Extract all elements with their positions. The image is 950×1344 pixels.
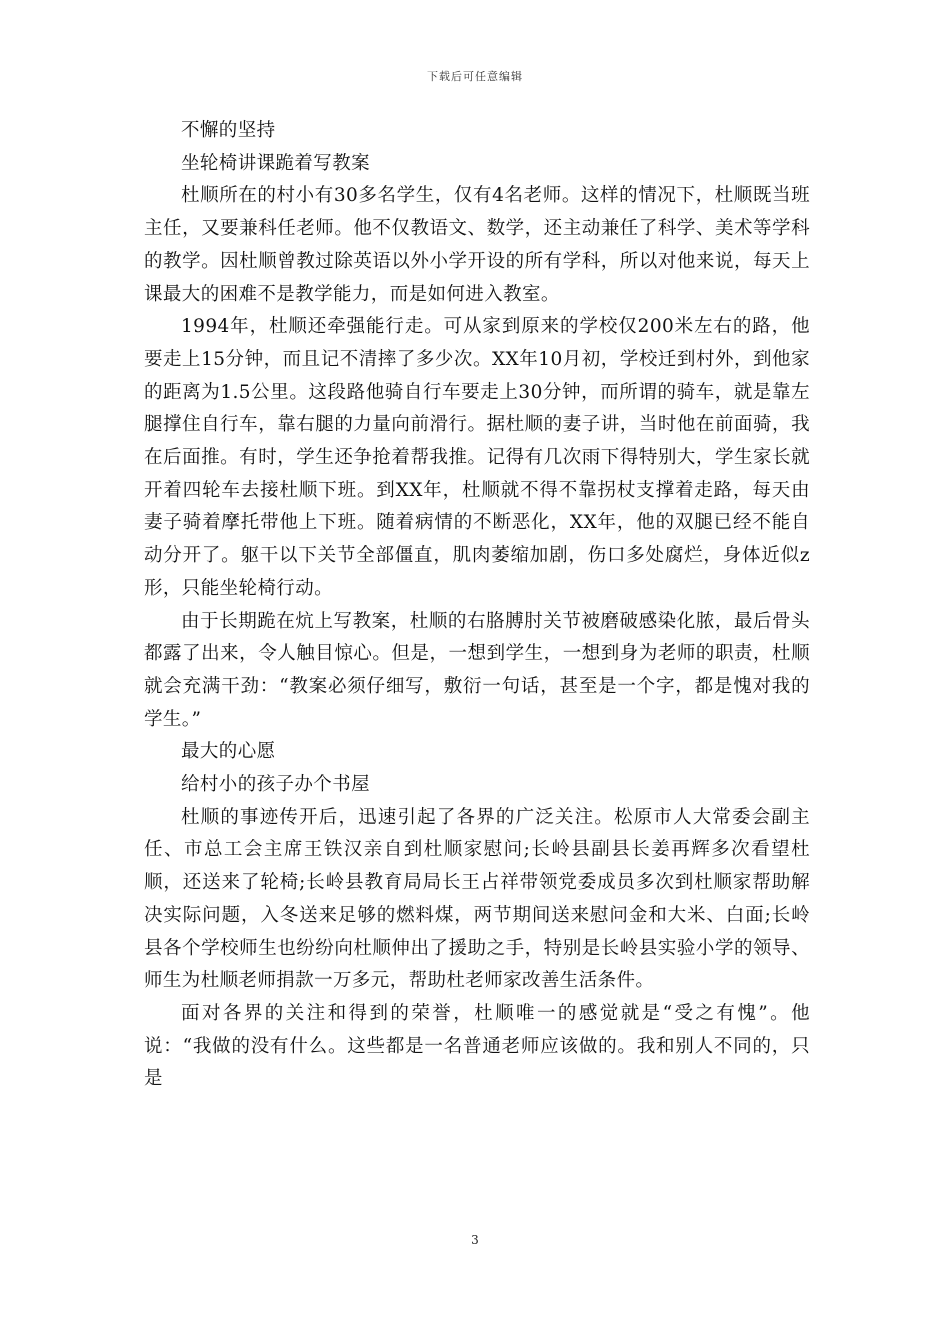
paragraph: 由于长期跪在炕上写教案，杜顺的右胳膊肘关节被磨破感染化脓，最后骨头都露了出来，令人触目惊心。但是，一想到学生，一想到身为老师的职责，杜顺就会充满干劲：“教案必须仔细写，敷衍一句话，甚至是一个字，都是愧对我的学生。” — [144, 610, 810, 730]
section-subheading: 给村小的孩子办个书屋 — [181, 774, 371, 796]
paragraph: 杜顺的事迹传开后，迅速引起了各界的广泛关注。松原市人大常委会副主任、市总工会主席王铁汉亲自到杜顺家慰问;长岭县副县长姜再辉多次看望杜顺，还送来了轮椅;长岭县教育局局长王占祥带领党委成员多次到杜顺家帮助解决实际问题，入冬送来足够的燃料煤，两节期间送来慰问金和大米、白面;长岭县各个学校师生也纷纷向杜顺伸出了援助之手，特别是长岭县实验小学的领导、师生为杜顺老师捐款一万多元，帮助杜老师家改善生活条件。 — [144, 806, 810, 992]
paragraph: 面对各界的关注和得到的荣誉，杜顺唯一的感觉就是“受之有愧”。他说：“我做的没有什么。这些都是一名普通老师应该做的。我和别人不同的，只是 — [144, 1002, 810, 1090]
page-number: 3 — [471, 1233, 479, 1247]
page-header: 下载后可任意编辑 — [427, 70, 523, 83]
section-heading: 最大的心愿 — [181, 741, 276, 763]
paragraph: 杜顺所在的村小有30多名学生，仅有4名老师。这样的情况下，杜顺既当班主任，又要兼科任老师。他不仅教语文、数学，还主动兼任了科学、美术等学科的教学。因杜顺曾教过除英语以外小学开设的所有学科，所以对他来说，每天上课最大的困难不是教学能力，而是如何进入教室。 — [144, 185, 810, 305]
section-heading: 不懈的坚持 — [181, 120, 276, 141]
document-body — [144, 115, 810, 1096]
section-subheading: 坐轮椅讲课跪着写教案 — [181, 152, 371, 174]
paragraph: 1994年，杜顺还牵强能行走。可从家到原来的学校仅200米左右的路，他要走上15分钟，而且记不清摔了多少次。XX年10月初，学校迁到村外，到他家的距离为1.5公里。这段路他骑自行车要走上30分钟，而所谓的骑车，就是靠左腿撑住自行车，靠右腿的力量向前滑行。据杜顺的妻子讲，当时他在前面骑，我在后面推。有时，学生还争抢着帮我推。记得有几次雨下得特别大，学生家长就开着四轮车去接杜顺下班。到XX年，杜顺就不得不靠拐杖支撑着走路，每天由妻子骑着摩托带他上下班。随着病情的不断恶化，XX年，他的双腿已经不能自动分开了。躯干以下关节全部僵直，肌肉萎缩加剧，伤口多处腐烂，身体近似z形，只能坐轮椅行动。 — [144, 316, 810, 599]
